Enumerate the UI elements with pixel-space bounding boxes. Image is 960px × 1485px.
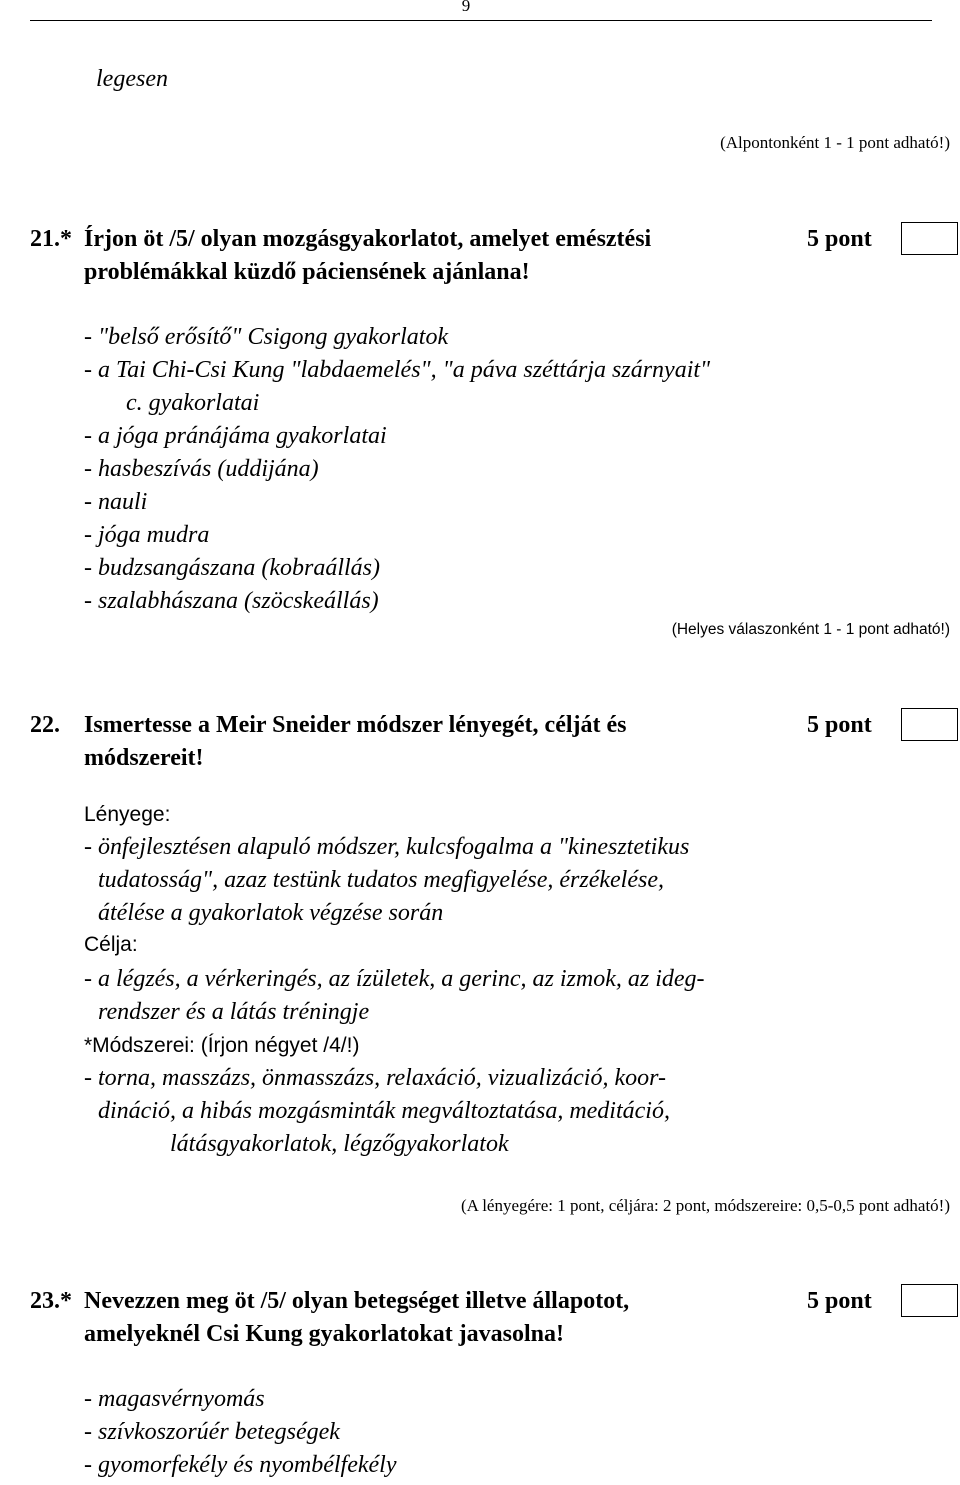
q21-answer-7: - budzsangászana (kobraállás) (84, 555, 381, 581)
q21-answer-4: - hasbeszívás (uddijána) (84, 456, 319, 482)
q22-methods-line-1: - torna, masszázs, önmasszázs, relaxáció, vizualizáció, koor- (84, 1065, 666, 1091)
q22-methods-label: *Módszerei: (Írjon négyet /4/!) (84, 1034, 360, 1057)
q21-text-line1: Írjon öt /5/ olyan mozgásgyakorlatot, amelyet emésztési (84, 226, 652, 252)
q23-points: 5 pont (807, 1288, 872, 1314)
q22-number: 22. (30, 712, 60, 738)
page-number: 9 (461, 0, 471, 15)
q22-aim-line-1: - a légzés, a vérkeringés, az ízületek, a gerinc, az izmok, az ideg- (84, 966, 705, 992)
q22-essence-label: Lényege: (84, 803, 171, 826)
q23-number: 23.* (30, 1288, 72, 1314)
q21-answer-5: - nauli (84, 489, 148, 515)
q23-answer-1: - magasvérnyomás (84, 1386, 265, 1412)
q23-text-line1: Nevezzen meg öt /5/ olyan betegséget illetve állapotot, (84, 1288, 630, 1314)
q23-score-box[interactable] (901, 1284, 958, 1317)
top-scoring-note: (Alpontonként 1 - 1 pont adható!) (720, 133, 950, 152)
q22-methods-line-3: látásgyakorlatok, légzőgyakorlatok (170, 1131, 509, 1157)
header-rule (30, 20, 932, 21)
q23-answer-3: - gyomorfekély és nyombélfekély (84, 1452, 397, 1478)
q22-text-line2: módszereit! (84, 745, 204, 771)
q21-points: 5 pont (807, 226, 872, 252)
q21-answer-2: - a Tai Chi-Csi Kung "labdaemelés", "a páva széttárja szárnyait" (84, 357, 711, 383)
q21-answer-8: - szalabhászana (szöcskeállás) (84, 588, 379, 614)
q21-scoring-note: (Helyes válaszonként 1 - 1 pont adható!) (671, 621, 950, 638)
q21-answer-1: - "belső erősítő" Csigong gyakorlatok (84, 324, 449, 350)
q22-aim-line-2: rendszer és a látás tréningje (98, 999, 370, 1025)
q22-essence-line-2: tudatosság", azaz testünk tudatos megfigyelése, érzékelése, (98, 867, 664, 893)
q21-answer-6: - jóga mudra (84, 522, 210, 548)
q22-scoring-note: (A lényegére: 1 pont, céljára: 2 pont, módszereire: 0,5-0,5 pont adható!) (460, 1196, 950, 1215)
q21-number: 21.* (30, 226, 72, 252)
q22-text-line1: Ismertesse a Meir Sneider módszer lényegét, célját és (84, 712, 627, 738)
q22-essence-line-3: átélése a gyakorlatok végzése során (98, 900, 444, 926)
q21-score-box[interactable] (901, 222, 958, 255)
q21-text-line2: problémákkal küzdő páciensének ajánlana! (84, 259, 530, 285)
q22-score-box[interactable] (901, 708, 958, 741)
q22-essence-line-1: - önfejlesztésen alapuló módszer, kulcsfogalma a "kinesztetikus (84, 834, 690, 860)
q21-answer-3: - a jóga pránájáma gyakorlatai (84, 423, 387, 449)
q23-text-line2: amelyeknél Csi Kung gyakorlatokat javasolna! (84, 1321, 565, 1347)
q22-aim-label: Célja: (84, 933, 138, 956)
q22-points: 5 pont (807, 712, 872, 738)
q22-methods-line-2: dináció, a hibás mozgásminták megváltoztatása, meditáció, (98, 1098, 670, 1124)
q21-answer-2-cont: c. gyakorlatai (126, 390, 260, 416)
q23-answer-2: - szívkoszorúér betegségek (84, 1419, 340, 1445)
top-fragment: legesen (96, 66, 168, 92)
